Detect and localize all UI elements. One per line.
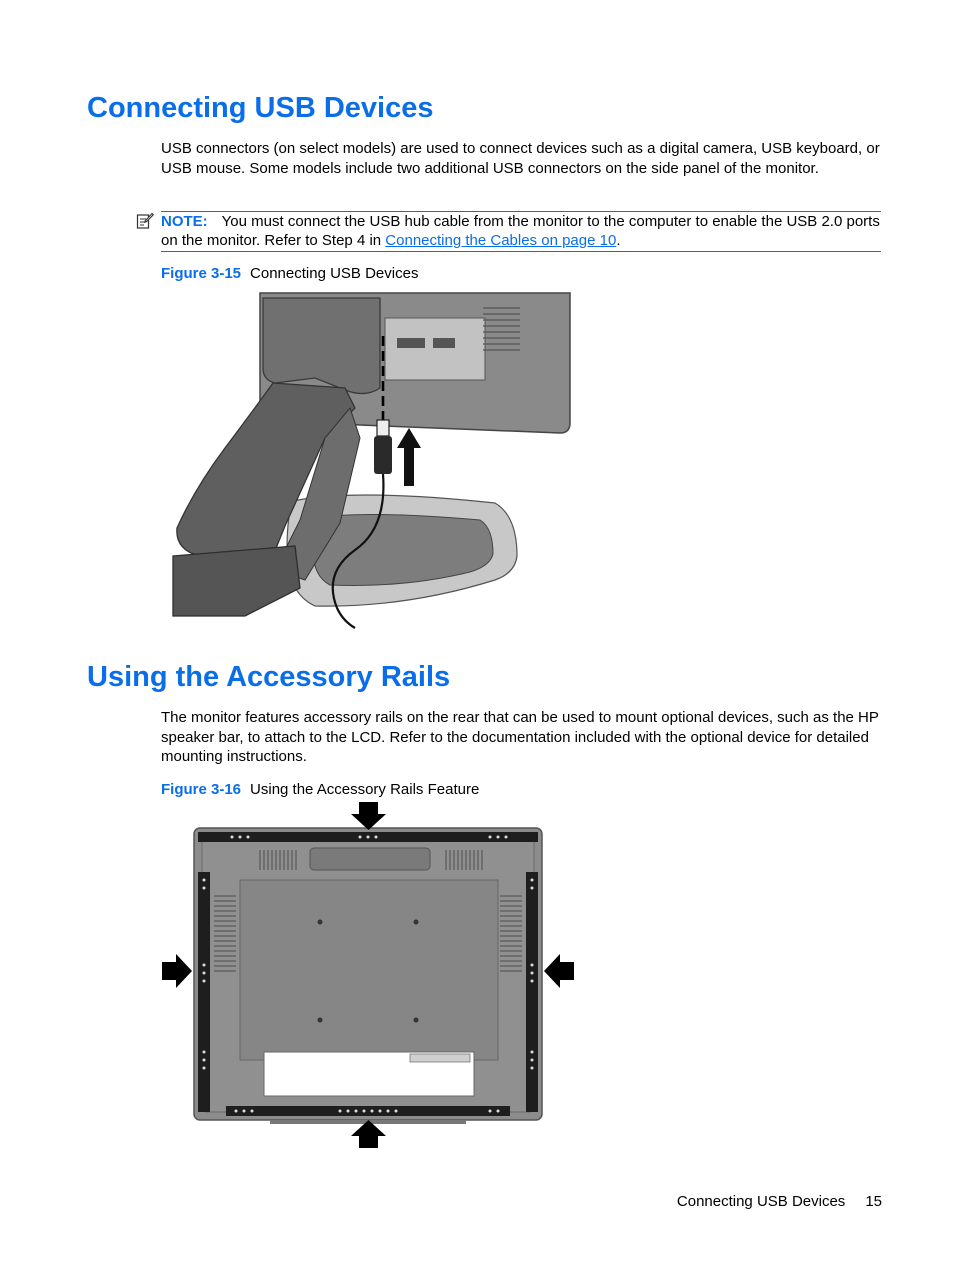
- section-title-accessory-rails: Using the Accessory Rails: [87, 661, 451, 693]
- note-text: You must connect the USB hub cable from the monitor to the computer to enable the USB 2.0 ports on the monitor. Refer to Step 4 in: [161, 213, 880, 249]
- footer-page-number: 15: [865, 1193, 882, 1210]
- figure-caption-text: Using the Accessory Rails Feature: [250, 781, 480, 798]
- note-text-end: .: [616, 232, 621, 249]
- page-footer: [600, 1193, 882, 1210]
- note-label: NOTE:: [161, 213, 208, 230]
- figure-caption-3-15: [161, 265, 418, 282]
- figure-caption-text: Connecting USB Devices: [250, 265, 419, 282]
- note-box: [161, 211, 881, 252]
- section-body-accessory-rails: The monitor features accessory rails on the rear that can be used to mount optional devices, such as the HP speaker bar, to attach to the LCD. Refer to the documentation included with the optional device for detailed mounting instructions.: [161, 709, 879, 766]
- note-link-connecting-cables[interactable]: Connecting the Cables on page 10: [385, 232, 617, 249]
- figure-number: Figure 3-16: [161, 781, 242, 798]
- figure-number: Figure 3-15: [161, 265, 242, 282]
- section-body-usb: USB connectors (on select models) are used to connect devices such as a digital camera, USB keyboard, or USB mouse. Some models include two additional USB connectors on the side panel of the monitor.: [161, 140, 880, 177]
- note-pencil-icon: [136, 212, 154, 230]
- figure-accessory-rails-illustration: [160, 800, 578, 1152]
- figure-usb-connection-illustration: [165, 288, 575, 633]
- section-title-usb: Connecting USB Devices: [87, 92, 434, 124]
- footer-section-title: Connecting USB Devices: [676, 1193, 846, 1210]
- figure-caption-3-16: [161, 781, 479, 798]
